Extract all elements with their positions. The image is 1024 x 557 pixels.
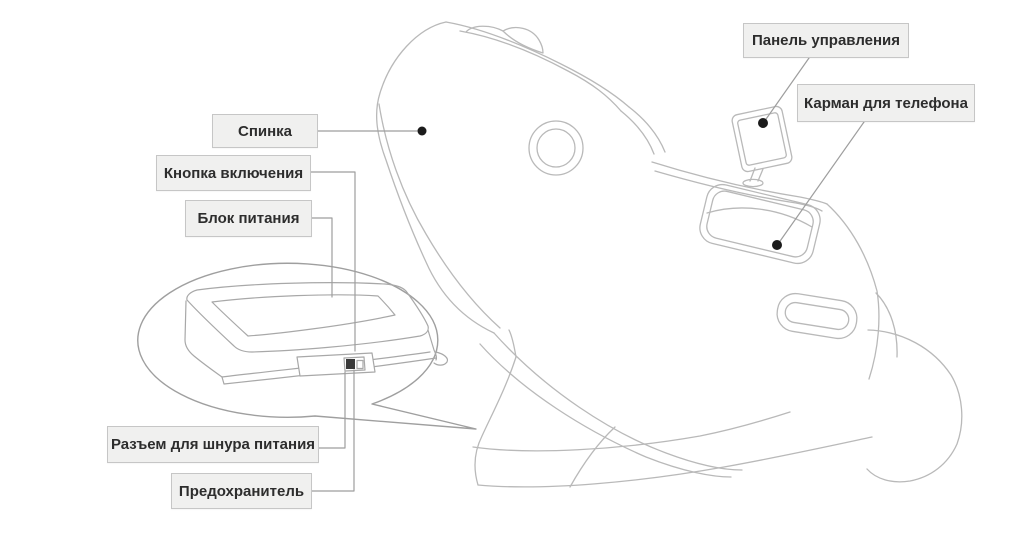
callout-dot-control-panel [758,118,768,128]
callout-dots [418,118,783,250]
label-phone-pocket: Карман для телефона [797,84,975,122]
magnifier-callout [138,263,476,429]
label-control-panel: Панель управления [743,23,909,58]
power-inlet-dark-block [346,359,355,369]
side-panel-right-edge [827,204,879,379]
armrest-rail-upper [652,162,827,204]
label-power-supply: Блок питания [185,200,312,237]
tablet-stand-base [743,179,763,186]
callout-line-phone-pocket [778,122,864,244]
callout-lines [311,58,864,491]
phone-pocket [697,181,824,266]
callout-dot-phone-pocket [772,240,782,250]
shoulder-seam-2 [621,111,654,154]
armrest-rail-lower [655,171,822,211]
label-power-button: Кнопка включения [156,155,311,191]
callout-dot-backrest [418,127,427,136]
base-mid-seam [473,412,790,451]
control-panel-tablet [731,105,793,172]
armrest-handle-slot [775,291,860,341]
headrest-pod-left [466,26,503,32]
footrest-front-edge [475,357,516,485]
base-front-seam [570,427,615,487]
speaker-ring-inner [537,129,575,167]
seat-side-sweep-outer [494,333,742,470]
label-cord-socket: Разъем для шнура питания [107,426,319,463]
label-fuse: Предохранитель [171,473,312,509]
seat-side-sweep-inner [480,344,731,477]
base-bottom-edge [478,437,872,487]
magnifier-balloon [138,263,476,429]
label-backrest: Спинка [212,114,318,148]
backrest-top-band-outer [446,22,629,107]
rear-foot [867,330,962,482]
shoulder-seam-1 [629,107,665,152]
